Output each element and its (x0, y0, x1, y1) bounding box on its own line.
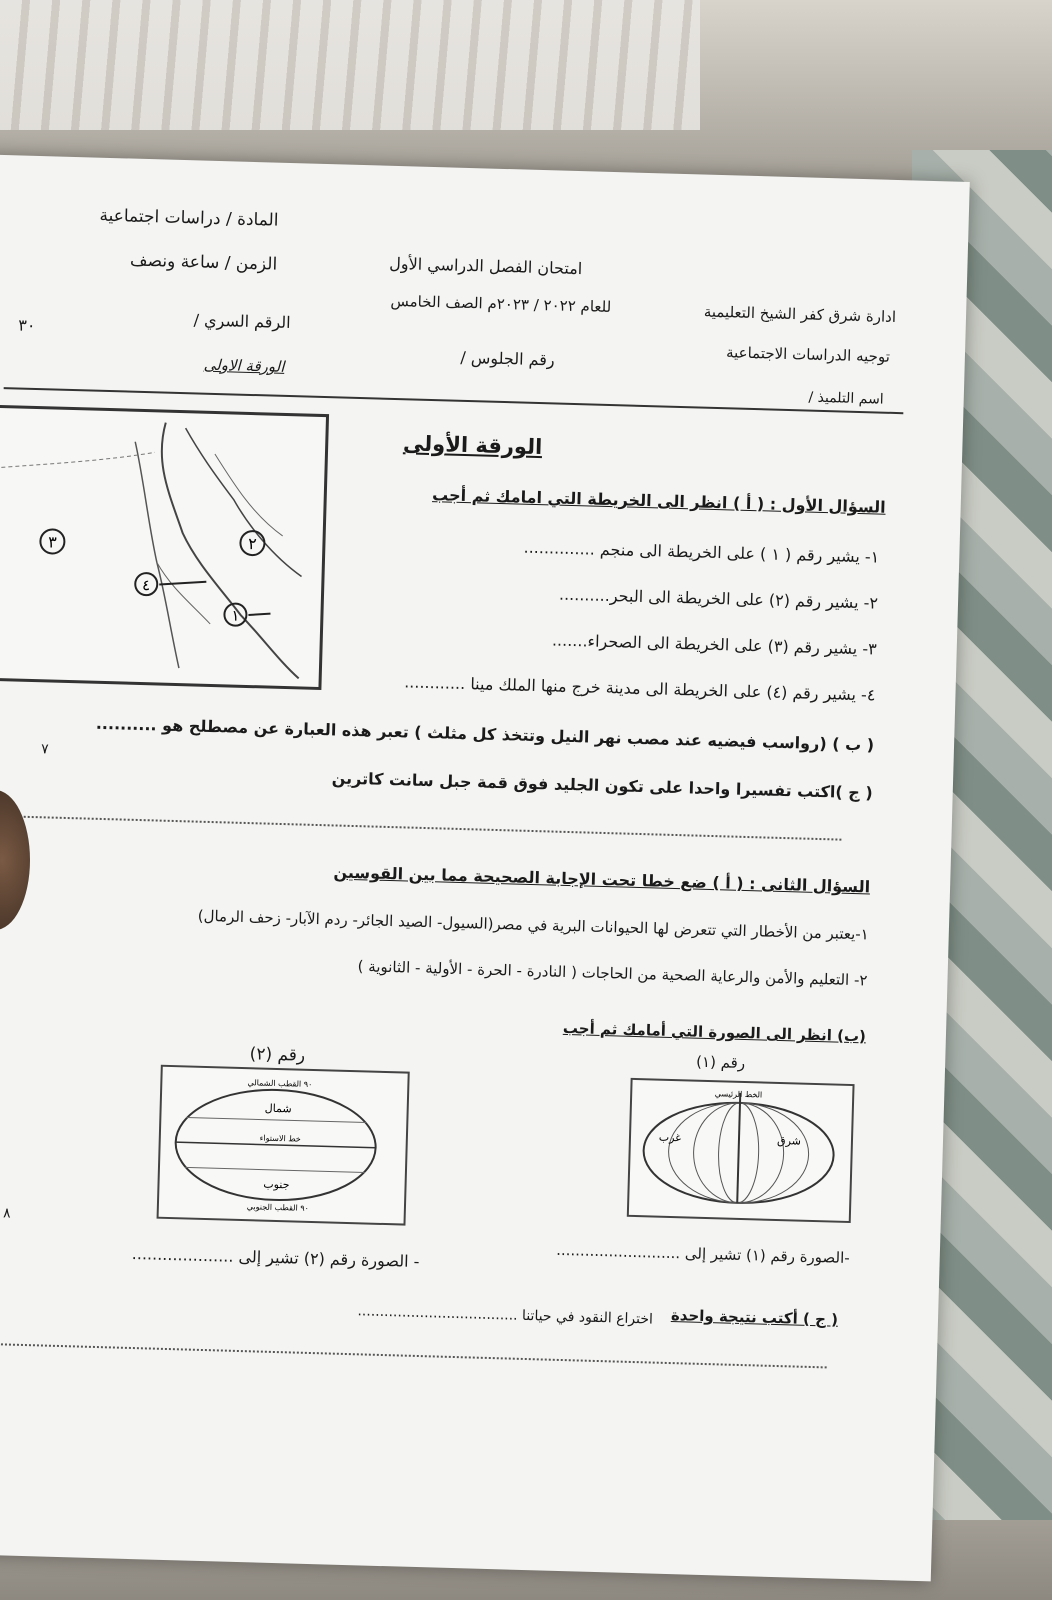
fig1-label: رقم (١) (695, 1052, 746, 1073)
fig2-word-north: شمال (264, 1101, 292, 1116)
figure-2-latitudes (157, 1065, 410, 1226)
paper-label-handwritten: الورقة الاولى (203, 355, 285, 376)
fig2-answer: - الصورة رقم (٢) تشير إلى .................... (131, 1243, 420, 1272)
map-label-3: ٣ (47, 532, 57, 552)
q1-item-2: ٢- يشير رقم (٢) على الخريطة الى البحر.......... (558, 584, 879, 613)
header-student-name: اسم التلميذ / (808, 389, 884, 408)
figure-1-drawing (629, 1080, 849, 1217)
fig1-answer: -الصورة رقم (١) تشير إلى .......................... (555, 1240, 850, 1268)
secret-number: الرقم السري / (193, 310, 291, 333)
q2-answer-line (0, 1343, 827, 1369)
paper-title: الورقة الأولى (402, 431, 543, 460)
exam-year-grade: للعام ٢٠٢٢ / ٢٠٢٣م الصف الخامس (390, 291, 612, 316)
fig1-word-main-line: الخط الرئيسي (714, 1089, 763, 1100)
q2-mark: ٨ (2, 1205, 11, 1222)
exam-paper (0, 154, 970, 1581)
fig1-word-west: غرب (658, 1130, 682, 1145)
fig1-word-east: شرق (776, 1133, 802, 1148)
map-drawing (0, 408, 320, 681)
total-mark: ٣٠ (17, 315, 36, 335)
q1-part-c: ( ج )اكتب تفسيرا واحدا على تكون الجليد فوق قمة جبل سانت كاترين (331, 768, 873, 803)
exam-title: امتحان الفصل الدراسي الأول (389, 253, 583, 279)
fig2-word-equator: خط الاستواء (259, 1133, 301, 1144)
q2-item-1: ١-يعتبر من الأخطار التي تتعرض لها الحيوانات البرية في مصر(السيول- الصيد الجائر- ردم الآبار- زحف الرمال) (197, 906, 870, 944)
background-cloth (0, 0, 700, 130)
q1-mark: ٧ (40, 741, 49, 758)
egypt-map (0, 405, 329, 691)
map-label-2: ٢ (247, 533, 257, 554)
q2-part-b-heading: (ب) انظر الى الصورة التي أمامك ثم أجب (562, 1018, 867, 1046)
map-label-1: ١ (231, 606, 240, 625)
figure-1-meridians (627, 1078, 855, 1223)
fig2-label: رقم (٢) (249, 1044, 306, 1066)
q1-item-1: ١- يشير رقم ( ١ ) على الخريطة الى منجم .............. (523, 537, 880, 567)
q1-item-4: ٤- يشير رقم (٤) على الخريطة الى مدينة خرج منها الملك مينا ............ (403, 672, 876, 705)
q1-answer-line (0, 815, 841, 841)
q1-part-b: ( ب ) (رواسب فيضيه عند مصب نهر النيل وتتخذ كل مثلث ) تعبر هذه العبارة عن مصطلح هو .......... (95, 713, 875, 755)
subject: المادة / دراسات اجتماعية (99, 205, 279, 231)
seat-number: رقم الجلوس / (460, 347, 555, 370)
time: الزمن / ساعة ونصف (129, 250, 278, 275)
q1-heading: السؤال الأول : ( أ ) انظر الى الخريطة التي امامك ثم أجب (431, 485, 886, 517)
q2-item-2: ٢- التعليم والأمن والرعاية الصحية من الحاجات ( النادرة - الحرة - الأولية - الثانوية ) (357, 957, 868, 990)
header-admin: ادارة شرق كفر الشيخ التعليمية (703, 302, 897, 326)
q2-part-c-label: ( ج ) أكتب نتيجة واحدة (670, 1306, 839, 1329)
q2-part-c-text: اختراع النقود في حياتنا .................................... (357, 1303, 654, 1328)
fig2-word-south-pole: ٩٠ القطب الجنوبي (246, 1202, 310, 1213)
fig2-word-north-pole: ٩٠ القطب الشمالي (247, 1078, 313, 1089)
map-label-4: ٤ (141, 576, 151, 595)
figure-2-drawing (159, 1067, 404, 1220)
q2-heading: السؤال الثانى : ( أ ) ضع خطا تحت الإجابة الصحيحة مما بين القوسين (333, 862, 871, 897)
header-guidance: توجيه الدراسات الاجتماعية (725, 343, 891, 366)
fig2-word-south: جنوب (263, 1177, 290, 1192)
q1-item-3: ٣- يشير رقم (٣) على الخريطة الى الصحراء....... (551, 630, 877, 659)
